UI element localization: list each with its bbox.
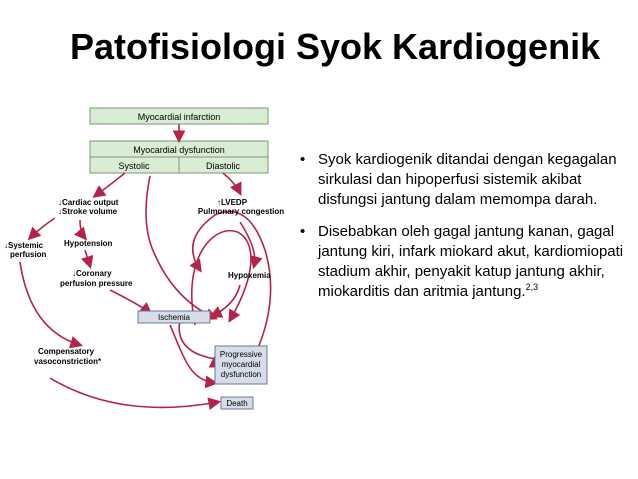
pathophysiology-diagram	[0, 100, 300, 420]
dysfunction-small-label: dysfunction	[220, 370, 262, 379]
diastolic-label: Diastolic	[205, 161, 241, 171]
hypotension-label: Hypotension	[64, 239, 113, 248]
coronary-label: ↓Coronary	[72, 269, 112, 278]
perfusion-label: perfusion	[10, 250, 47, 259]
death-label: Death	[226, 399, 248, 408]
bullet-item-1	[300, 150, 630, 210]
lvedp-label: ↑LVEDP	[216, 198, 248, 207]
pulmonary-congestion-label: Pulmonary congestion	[197, 207, 285, 216]
bullet-item-2	[300, 222, 630, 302]
bullet-symbol: •	[300, 223, 306, 240]
myocardial-label: myocardial	[221, 360, 261, 369]
stroke-volume-label: ↓Stroke volume	[58, 207, 118, 216]
coronary-perfusion-label: perfusion pressure	[60, 279, 133, 288]
compensatory-label: Compensatory	[38, 347, 95, 356]
ischemia-label: Ischemia	[157, 313, 191, 322]
bullet-symbol: •	[300, 151, 306, 168]
bullet-text: Disebabkan oleh gagal jantung kanan, gagal jantung kiri, infark miokard akut, kardiomiopati stadium akhir, penyakit katup jantung akhir, miokarditis dan aritmia jantung.	[318, 223, 624, 300]
slide-title: Patofisiologi Syok Kardiogenik	[70, 26, 601, 67]
hypoxemia-label: Hypoxemia	[228, 271, 271, 280]
bullet-text: Syok kardiogenik ditandai dengan kegagalan sirkulasi dan hipoperfusi sistemik akibat disfungsi jantung dalam memompa darah.	[318, 151, 617, 208]
dysfunction-label: Myocardial dysfunction	[133, 145, 225, 155]
citation-superscript: 2,3	[525, 282, 539, 292]
progressive-label: Progressive	[219, 350, 263, 359]
systolic-label: Systolic	[118, 161, 150, 171]
cardiac-output-label: ↓Cardiac output	[58, 198, 119, 207]
vasoconstriction-label: vasoconstriction*	[34, 357, 102, 366]
bullet-list	[300, 150, 630, 314]
systemic-label: ↓Systemic	[4, 241, 44, 250]
infarction-label: Myocardial infarction	[137, 112, 221, 122]
